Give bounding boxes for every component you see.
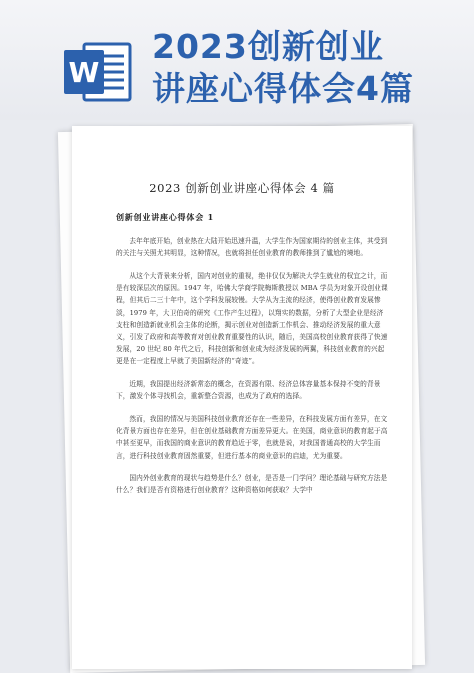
page-title: 2023 创新创业讲座心得体会 4 篇 [149, 181, 335, 195]
paragraph: 国内外创业教育的现状与趋势是什么？创业，是否是一门学问？理论基础与研究方法是什么？我们是否有资格进行创业教育？这种资格如何获取？大学中 [116, 474, 388, 495]
paragraph: 近期，我国提出经济新常态的概念，在资源有限、经济总体容量基本保持不变的背景下，激发个体寻找机会，重新整合资源，也成为了政府的选择。 [116, 380, 381, 401]
document-page [72, 126, 412, 669]
document-title-banner [152, 26, 452, 110]
document-title-line-2: 讲座心得体会4篇 [152, 69, 414, 108]
word-document-icon [62, 42, 134, 102]
document-title-line-1: 2023创新创业 [152, 27, 384, 66]
section-heading: 创新创业讲座心得体会 1 [116, 212, 214, 222]
word-icon-letter: W [68, 56, 100, 89]
document-preview-header [0, 0, 474, 120]
paragraph: 然而，我国的情况与美国科技创业教育还存在一些差异，在科技发展方面有差异，在文化背景方面也存在差异，但在创业基础教育方面差异更大。在美国，商业意识的教育起于高中甚至更早，而我国的商业意识的教育趋近于零，也就是说，对我国普通高校的大学生而言，进行科技创业教育固然重要，但进行基本的商业意识的启迪，尤为重要。 [116, 414, 388, 460]
paragraph: 从这个大背景来分析，国内对创业的重视，绝非仅仅为解决大学生就业的权宜之计，而是有较深层次的原因。1947 年，哈佛大学商学院梅斯教授以 MBA 学员为对象开设创业课程，但其后二三十年中，这个学科发展较慢。大学从为主流的经济，使得创业教育发展惨淡，1979 年，大卫伯奇的研究《工作产生过程》，以翔实的数据，分析了大型企业是经济支柱和创造新就业机会主体的论断，揭示创业对创造新工作机会、推动经济发展的重大意义，引发了政府和高等教育对创业教育重要性的认识，随后，美国高校创业教育获得了快速发展，20 世纪 80 年代之后，科技创新和创业成为经济发展的两翼，科技创业教育的兴起更是在一定程度上早就了美国新经济的“奇迹”。 [116, 271, 388, 366]
document-body [116, 235, 388, 507]
paragraph: 去年年底开始，创业热在大陆开始迅速升温，大学生作为国家期待的创业主体，其受到的关注与关照尤其明显，这种情况，也就将担任创业教育的教师推到了尴尬的境地。 [116, 237, 388, 258]
